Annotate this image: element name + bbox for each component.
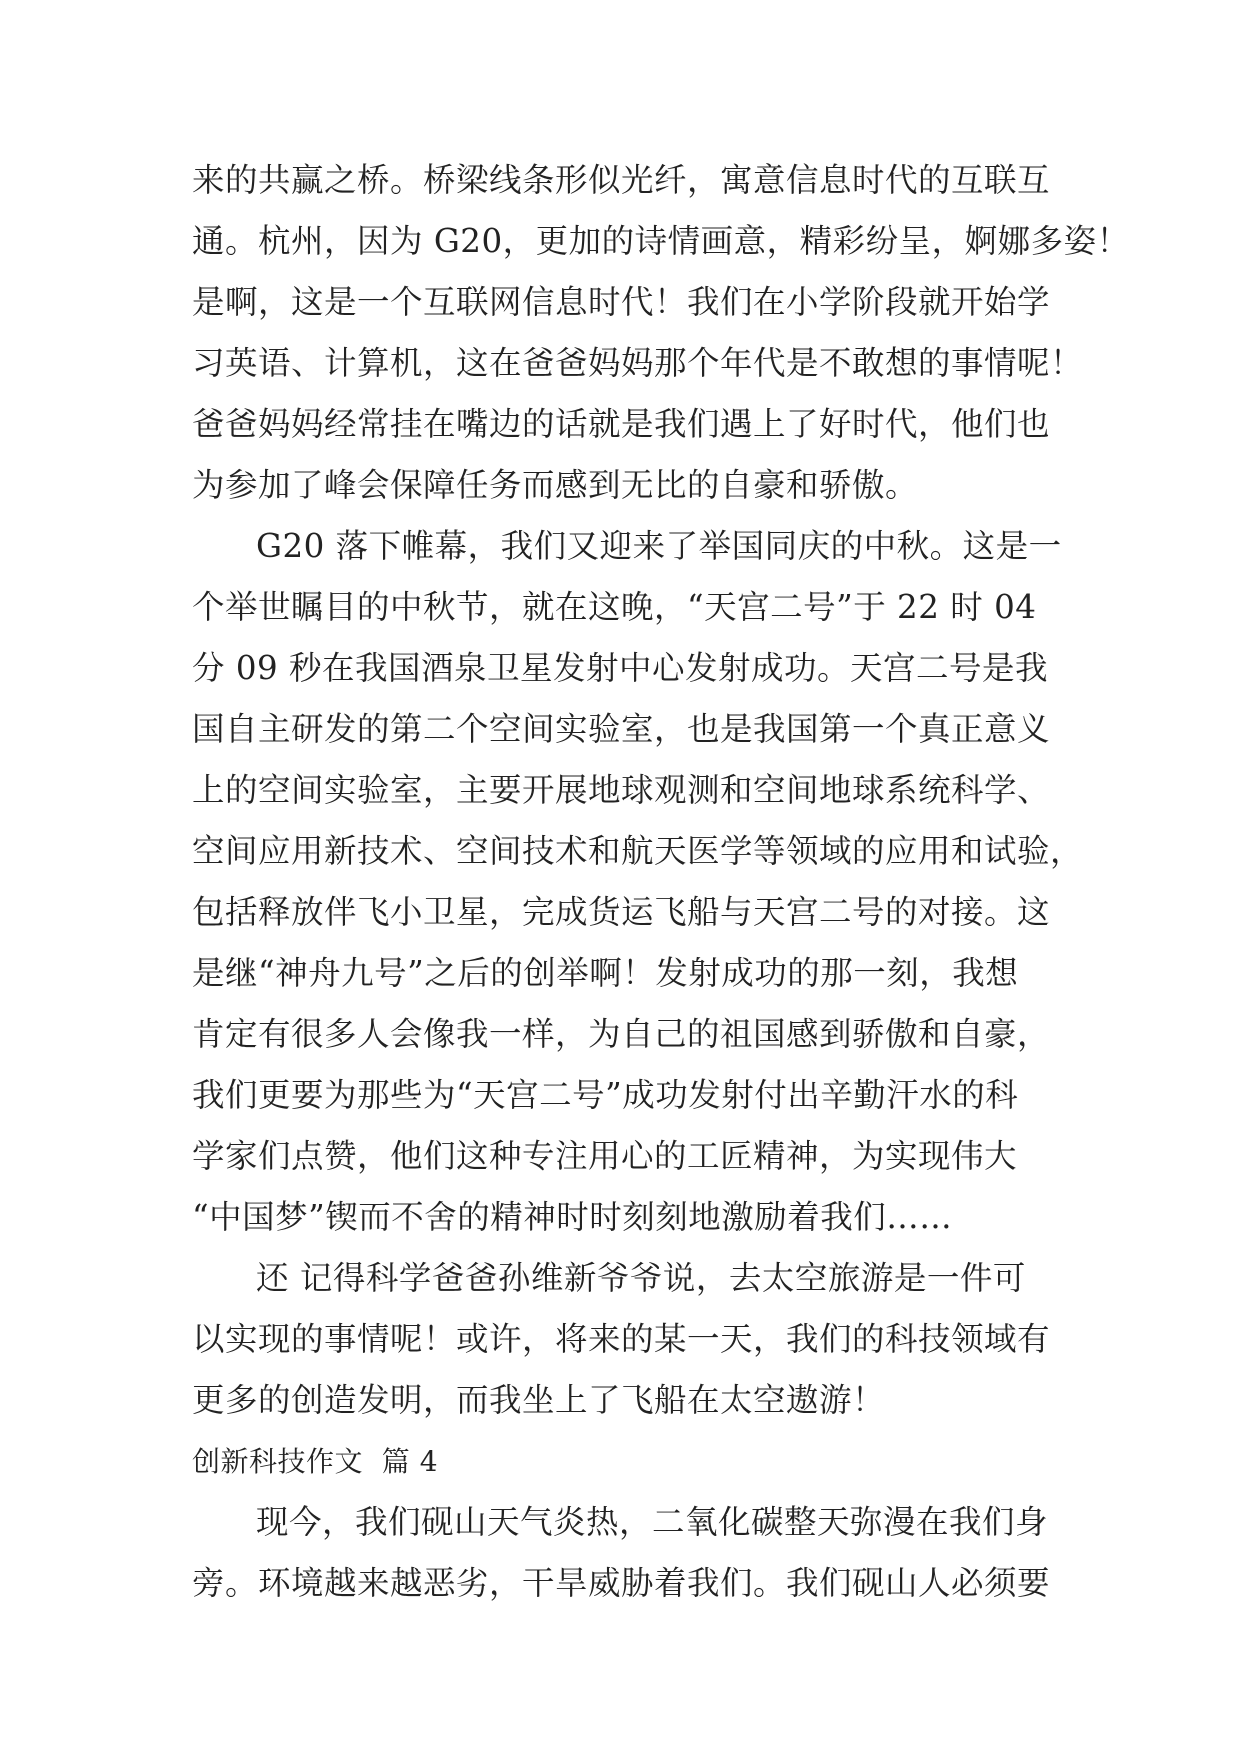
text-line: 爸爸妈妈经常挂在嘴边的话就是我们遇上了好时代，他们也 (192, 405, 1051, 443)
section-heading: 创新科技作文 篇 4 (192, 1445, 439, 1478)
text-line: 包括释放伴飞小卫星，完成货运飞船与天宫二号的对接。这 (192, 893, 1051, 931)
text-line: 习英语、计算机，这在爸爸妈妈那个年代是不敢想的事情呢！ (192, 344, 1084, 382)
text-line: 个举世瞩目的中秋节，就在这晚，“天宫二号”于 22 时 04 (192, 588, 1037, 626)
text-line: 肯定有很多人会像我一样，为自己的祖国感到骄傲和自豪， (192, 1015, 1051, 1053)
text-line: 学家们点赞，他们这种专注用心的工匠精神，为实现伟大 (192, 1137, 1018, 1175)
text-line: 是继“神舟九号”之后的创举啊！发射成功的那一刻，我想 (192, 954, 1019, 992)
text-line: 来的共赢之桥。桥梁线条形似光纤，寓意信息时代的互联互 (192, 161, 1051, 199)
text-line: “中国梦”锲而不舍的精神时时刻刻地激励着我们…… (192, 1198, 953, 1236)
text-line: 是啊，这是一个互联网信息时代！我们在小学阶段就开始学 (192, 283, 1051, 321)
text-line: 国自主研发的第二个空间实验室，也是我国第一个真正意义 (192, 710, 1051, 748)
text-line: 上的空间实验室，主要开展地球观测和空间地球系统科学、 (192, 771, 1051, 809)
text-line: 更多的创造发明，而我坐上了飞船在太空遨游！ (192, 1381, 886, 1419)
paragraph-first-line: 现今，我们砚山天气炎热，二氧化碳整天弥漫在我们身 (256, 1503, 1049, 1541)
text-line: 以实现的事情呢！或许，将来的某一天，我们的科技领域有 (192, 1320, 1051, 1358)
paragraph-first-line: 还 记得科学爸爸孙维新爷爷说，去太空旅游是一件可 (256, 1259, 1026, 1297)
text-line: 分 09 秒在我国酒泉卫星发射中心发射成功。天宫二号是我 (192, 649, 1049, 687)
text-line: 空间应用新技术、空间技术和航天医学等领域的应用和试验， (192, 832, 1084, 870)
paragraph-first-line: G20 落下帷幕，我们又迎来了举国同庆的中秋。这是一 (256, 527, 1062, 565)
text-line: 旁。环境越来越恶劣，干旱威胁着我们。我们砚山人必须要 (192, 1564, 1051, 1602)
essay-body (192, 150, 1130, 1614)
text-line: 通。杭州，因为 G20，更加的诗情画意，精彩纷呈，婀娜多姿！ (192, 222, 1130, 260)
text-line: 为参加了峰会保障任务而感到无比的自豪和骄傲。 (192, 466, 919, 504)
text-line: 我们更要为那些为“天宫二号”成功发射付出辛勤汗水的科 (192, 1076, 1019, 1114)
